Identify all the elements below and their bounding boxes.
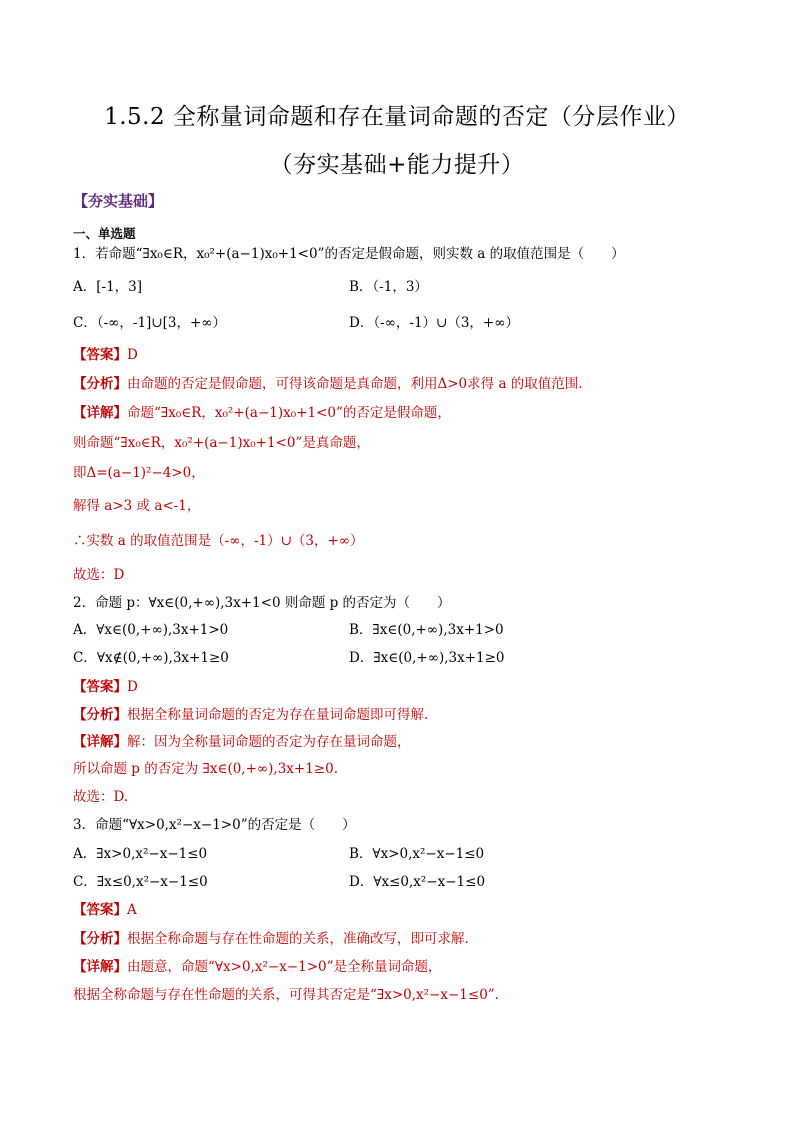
q2-option-d: D．∃x∈(0,+∞),3x+1≥0 xyxy=(349,650,505,666)
q3-option-a: A．∃x>0,x²−x−1≤0 xyxy=(73,846,208,862)
q1-option-c: C．（-∞，-1]∪[3，+∞） xyxy=(73,315,227,331)
q1-analysis xyxy=(73,375,583,393)
q2-choose: 故选：D. xyxy=(73,789,129,805)
q2-option-c: C．∀x∉(0,+∞),3x+1≥0 xyxy=(73,650,229,666)
q3-analysis xyxy=(73,930,469,948)
analysis-text: 由命题的否定是假命题，可得该命题是真命题，利用Δ>0求得 a 的取值范围. xyxy=(127,376,583,392)
analysis-text: 根据全称量词命题的否定为存在量词命题即可得解. xyxy=(127,707,429,723)
q2-detail-1 xyxy=(73,733,411,751)
q2-option-a: A．∀x∈(0,+∞),3x+1>0 xyxy=(73,622,229,638)
detail-tag: 【详解】 xyxy=(73,405,127,421)
analysis-tag: 【分析】 xyxy=(73,707,127,723)
detail-text: 由题意，命题“∀x>0,x²−x−1>0”是全称量词命题， xyxy=(127,959,442,975)
q3-detail-2: 根据全称命题与存在性命题的关系，可得其否定是“∃x>0,x²−x−1≤0”. xyxy=(73,987,499,1003)
detail-tag: 【详解】 xyxy=(73,959,127,975)
analysis-tag: 【分析】 xyxy=(73,931,127,947)
page-title: 1.5.2 全称量词命题和存在量词命题的否定（分层作业） xyxy=(104,104,690,130)
answer-tag: 【答案】 xyxy=(73,902,127,918)
q3-stem: 3．命题“∀x>0,x²−x−1>0”的否定是（ ） xyxy=(73,817,356,833)
answer-tag: 【答案】 xyxy=(73,679,127,695)
detail-text: 解：因为全称量词命题的否定为存在量词命题， xyxy=(127,734,411,750)
q2-answer xyxy=(73,678,138,696)
detail-tag: 【详解】 xyxy=(73,734,127,750)
q1-option-b: B．（-1，3） xyxy=(349,279,428,295)
q1-choose: 故选：D xyxy=(73,567,125,583)
section-heading: 【夯实基础】 xyxy=(73,192,164,210)
analysis-tag: 【分析】 xyxy=(73,376,127,392)
q3-option-b: B．∀x>0,x²−x−1≤0 xyxy=(349,846,485,862)
q1-answer xyxy=(73,346,138,364)
q1-detail-5: ∴实数 a 的取值范围是（-∞，-1）∪（3，+∞） xyxy=(73,533,364,549)
q3-option-d: D．∀x≤0,x²−x−1≤0 xyxy=(349,874,486,890)
q1-detail-4: 解得 a>3 或 a<-1， xyxy=(73,498,201,514)
answer-tag: 【答案】 xyxy=(73,347,127,363)
q2-detail-2: 所以命题 p 的否定为 ∃x∈(0,+∞),3x+1≥0. xyxy=(73,761,339,777)
q3-option-c: C．∃x≤0,x²−x−1≤0 xyxy=(73,874,208,890)
analysis-text: 根据全称命题与存在性命题的关系，准确改写，即可求解. xyxy=(127,931,469,947)
q1-detail-2: 则命题“∃x₀∈R，x₀²+(a−1)x₀+1<0”是真命题， xyxy=(73,435,370,451)
answer-value: A xyxy=(127,902,137,918)
q1-option-a: A．[-1，3] xyxy=(73,279,143,295)
q3-answer xyxy=(73,901,137,919)
part-heading: 一、单选题 xyxy=(73,226,136,241)
answer-value: D xyxy=(127,679,138,695)
q2-option-b: B．∃x∈(0,+∞),3x+1>0 xyxy=(349,622,504,638)
answer-value: D xyxy=(127,347,138,363)
q1-option-d: D．（-∞，-1）∪（3，+∞） xyxy=(349,315,519,331)
detail-text: 命题“∃x₀∈R，x₀²+(a−1)x₀+1<0”的否定是假命题， xyxy=(127,405,451,421)
q3-detail-1 xyxy=(73,958,442,976)
q1-stem: 1．若命题“∃x₀∈R，x₀²+(a−1)x₀+1<0”的否定是假命题，则实数 a 的取值范围是（ ） xyxy=(73,246,625,262)
q1-detail-3: 即Δ=(a−1)²−4>0， xyxy=(73,465,205,481)
q1-detail-1 xyxy=(73,404,451,422)
page-subtitle: （夯实基础+能力提升） xyxy=(269,152,525,178)
q2-stem: 2．命题 p：∀x∈(0,+∞),3x+1<0 则命题 p 的否定为（ ） xyxy=(73,595,451,611)
q2-analysis xyxy=(73,706,428,724)
